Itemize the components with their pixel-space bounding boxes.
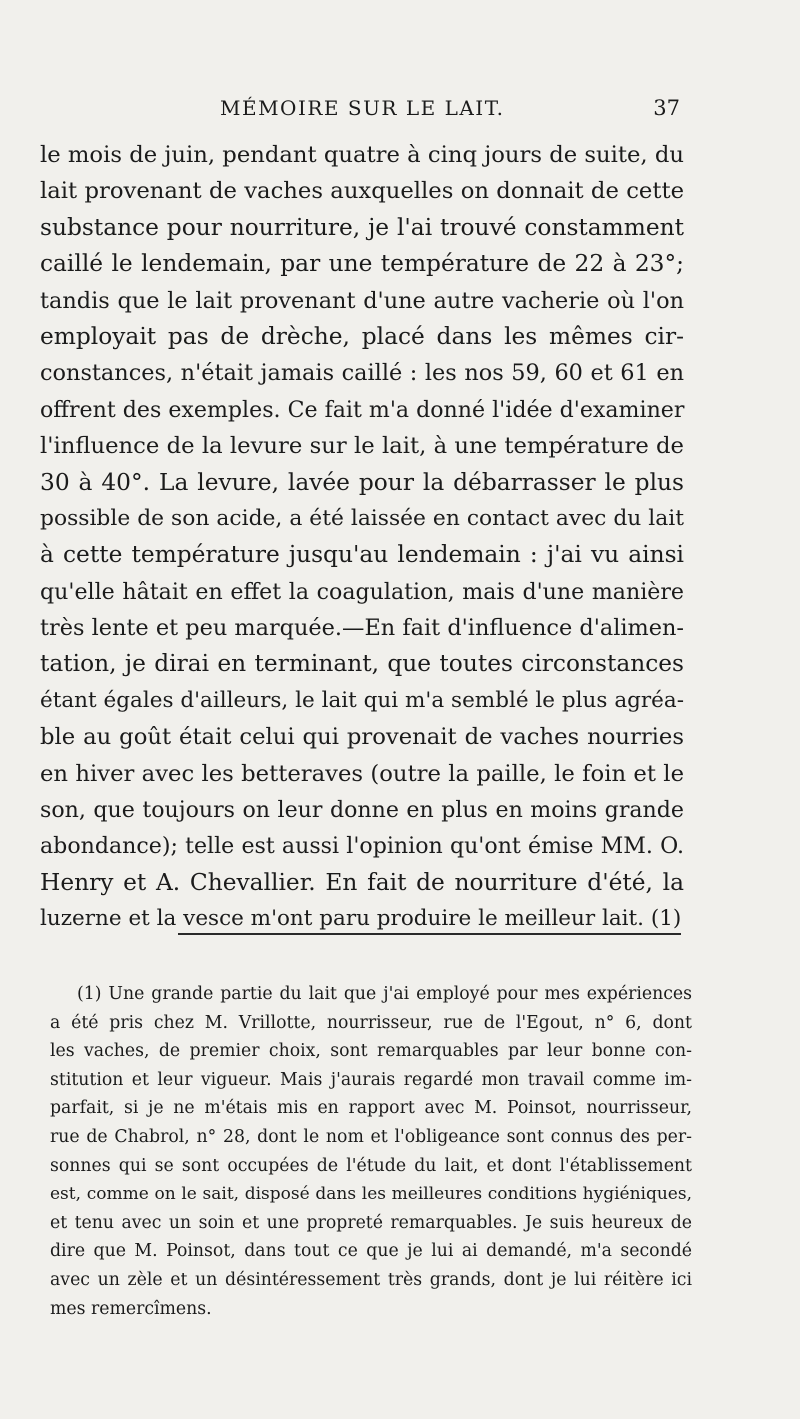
footnote-line: est, comme on le sait, disposé dans les meilleures conditions hygiéniques, bbox=[50, 1184, 692, 1205]
page-number: 37 bbox=[653, 96, 680, 120]
footnote-line: stitution et leur vigueur. Mais j'aurais regardé mon travail comme im- bbox=[50, 1069, 692, 1090]
text-line: caillé le lendemain, par une température de 22 à 23°; bbox=[40, 250, 684, 278]
text-line: l'influence de la levure sur le lait, à une température de bbox=[40, 433, 684, 460]
text-line: 30 à 40°. La levure, lavée pour la débarrasser le plus bbox=[40, 468, 684, 496]
text-line: abondance); telle est aussi l'opinion qu'ont émise MM. O. bbox=[40, 833, 684, 860]
text-line: à cette température jusqu'au lendemain : j'ai vu ainsi bbox=[40, 541, 684, 569]
footnote-separator bbox=[178, 933, 681, 935]
text-line: son, que toujours on leur donne en plus en moins grande bbox=[40, 797, 684, 824]
page-header bbox=[40, 96, 680, 126]
footnote-line: a été pris chez M. Vrillotte, nourrisseur, rue de l'Egout, n° 6, dont bbox=[50, 1012, 692, 1033]
text-line: très lente et peu marquée.—En fait d'influence d'alimen- bbox=[40, 615, 684, 642]
text-line: tandis que le lait provenant d'une autre vacherie où l'on bbox=[40, 287, 684, 314]
text-line: ble au goût était celui qui provenait de vaches nourries bbox=[40, 724, 684, 751]
text-line: possible de son acide, a été laissée en contact avec du lait bbox=[40, 505, 684, 531]
text-line: en hiver avec les betteraves (outre la paille, le foin et le bbox=[40, 760, 684, 787]
text-line: employait pas de drèche, placé dans les mêmes cir- bbox=[40, 322, 684, 350]
footnote-line: parfait, si je ne m'étais mis en rapport avec M. Poinsot, nourrisseur, bbox=[50, 1098, 692, 1119]
footnote bbox=[50, 980, 692, 1323]
footnote-line: et tenu avec un soin et une propreté remarquables. Je suis heureux de bbox=[50, 1212, 692, 1233]
text-line: étant égales d'ailleurs, le lait qui m'a semblé le plus agréa- bbox=[40, 687, 684, 713]
footnote-line: avec un zèle et un désintéressement très grands, dont je lui réitère ici bbox=[50, 1269, 692, 1290]
running-title: MÉMOIRE SUR LE LAIT. bbox=[220, 96, 505, 120]
main-text bbox=[40, 137, 684, 938]
text-line: substance pour nourriture, je l'ai trouvé constamment bbox=[40, 213, 684, 241]
footnote-line: sonnes qui se sont occupées de l'étude du lait, et dont l'établissement bbox=[50, 1155, 692, 1176]
text-line: luzerne et la vesce m'ont paru produire le meilleur lait. (1) bbox=[40, 906, 682, 932]
footnote-line: dire que M. Poinsot, dans tout ce que je lui ai demandé, m'a secondé bbox=[50, 1241, 692, 1262]
footnote-line: (1) Une grande partie du lait que j'ai employé pour mes expériences bbox=[77, 984, 692, 1004]
text-line: qu'elle hâtait en effet la coagulation, mais d'une manière bbox=[40, 578, 684, 605]
footnote-line: mes remercîmens. bbox=[50, 1298, 212, 1319]
footnote-line: rue de Chabrol, n° 28, dont le nom et l'obligeance sont connus des per- bbox=[50, 1126, 692, 1147]
text-line: offrent des exemples. Ce fait m'a donné l'idée d'examiner bbox=[40, 396, 685, 423]
text-line: constances, n'était jamais caillé : les nos 59, 60 et 61 en bbox=[40, 360, 684, 387]
text-line: le mois de juin, pendant quatre à cinq jours de suite, du bbox=[40, 142, 684, 168]
text-line: tation, je dirai en terminant, que toutes circonstances bbox=[40, 650, 684, 678]
footnote-line: les vaches, de premier choix, sont remarquables par leur bonne con- bbox=[50, 1041, 692, 1062]
text-line: Henry et A. Chevallier. En fait de nourriture d'été, la bbox=[40, 868, 684, 896]
text-line: lait provenant de vaches auxquelles on donnait de cette bbox=[40, 178, 684, 205]
